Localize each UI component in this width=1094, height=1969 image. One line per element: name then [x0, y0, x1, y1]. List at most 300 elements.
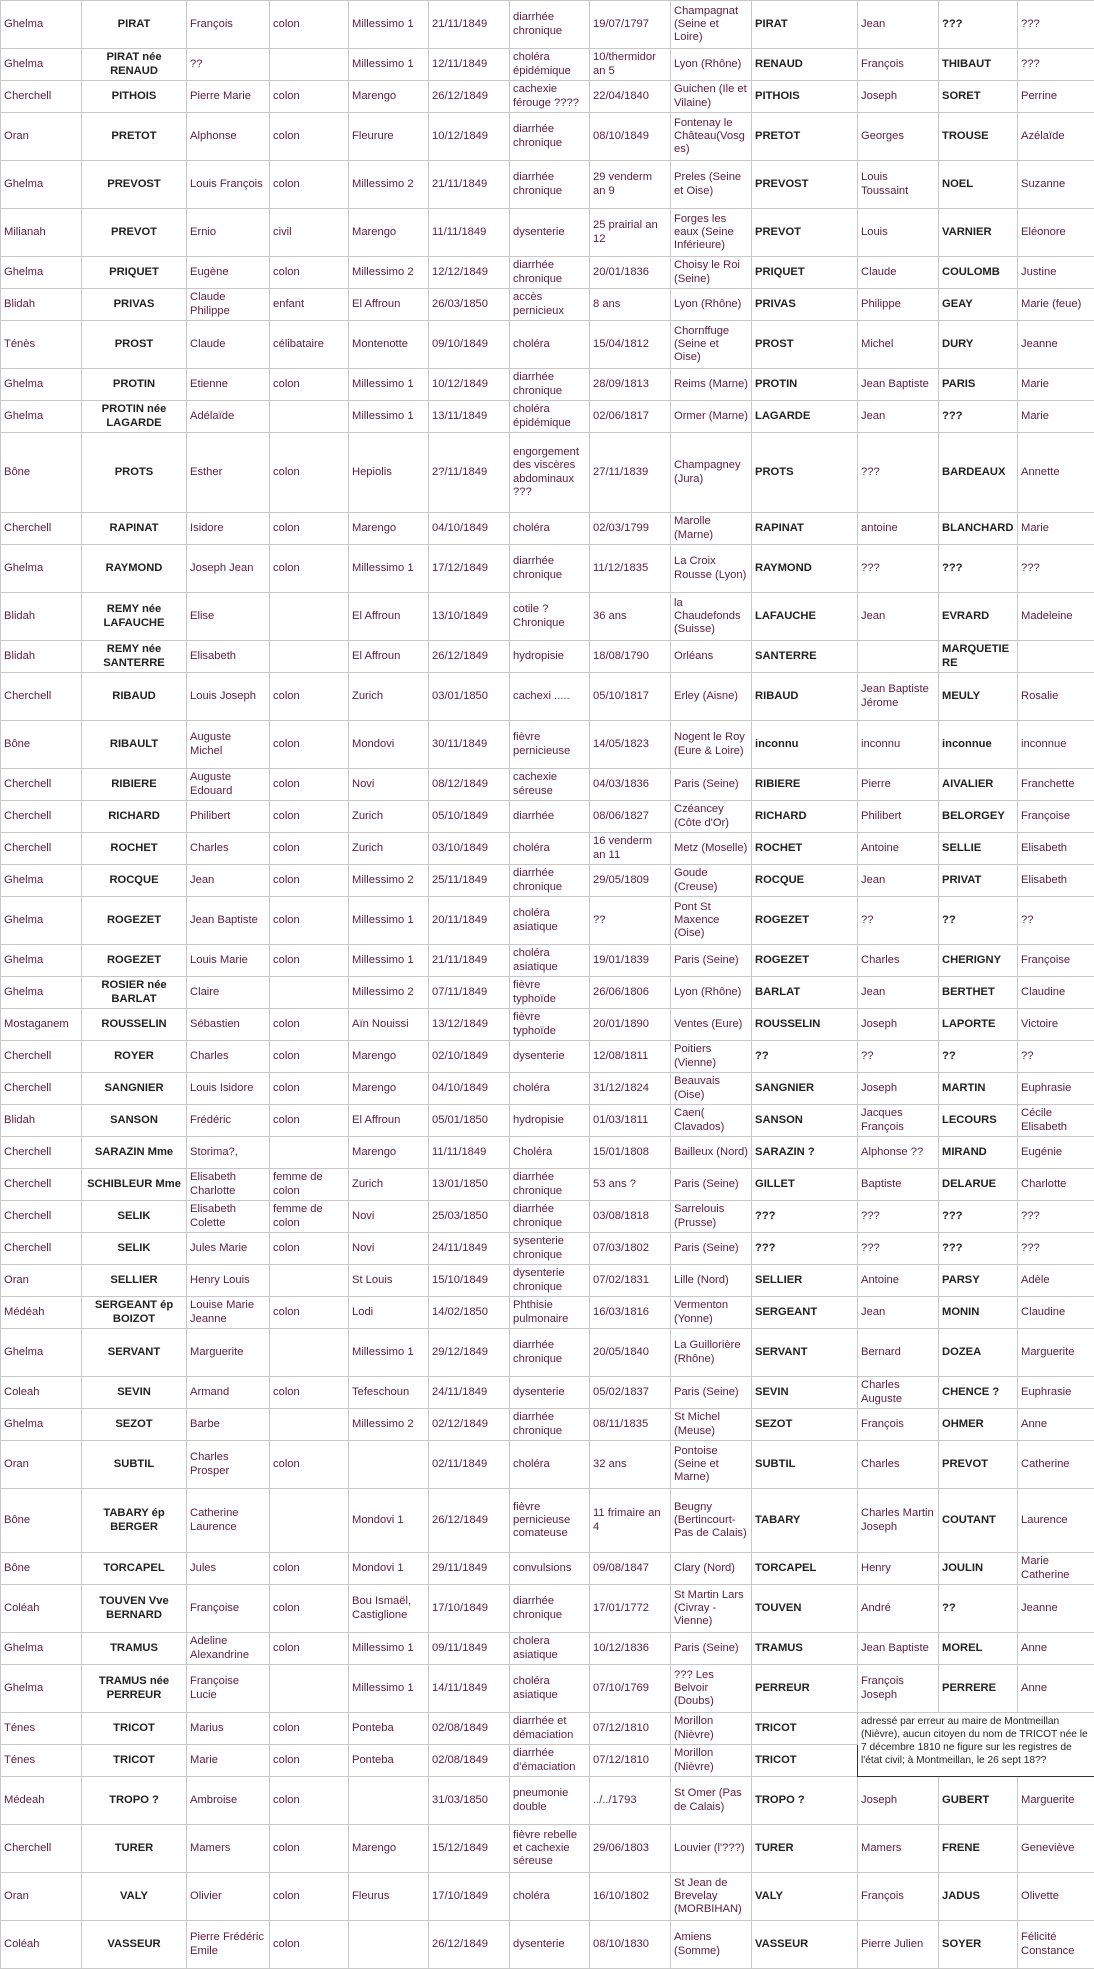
- cell-father-surname: RICHARD: [752, 801, 858, 833]
- cell-surname: SELLIER: [82, 1265, 187, 1297]
- cell-first-name: Marguerite: [187, 1329, 270, 1377]
- cell-mother-name: Eugénie: [1018, 1137, 1094, 1169]
- cell-birthplace: Lille (Nord): [671, 1265, 752, 1297]
- cell-first-name: Louis François: [187, 161, 270, 209]
- cell-death-date: 05/10/1849: [429, 801, 510, 833]
- cell-father-surname: ROGEZET: [752, 897, 858, 945]
- cell-mother-surname: JADUS: [939, 1873, 1018, 1921]
- cell-father-surname: SUBTIL: [752, 1441, 858, 1489]
- cell-birthplace: Lyon (Rhône): [671, 49, 752, 81]
- cell-mother-name: Jeanne: [1018, 1585, 1094, 1633]
- cell-status: colon: [270, 1713, 349, 1745]
- cell-father-name: Joseph: [858, 81, 939, 113]
- cell-status: colon: [270, 513, 349, 545]
- cell-father-surname: RAPINAT: [752, 513, 858, 545]
- cell-mother-name: Eléonore: [1018, 209, 1094, 257]
- cell-status: colon: [270, 545, 349, 593]
- cell-cause: pneumonie double: [510, 1777, 590, 1825]
- cell-death-date: 26/12/1849: [429, 1489, 510, 1553]
- cell-village: Ponteba: [349, 1745, 429, 1777]
- table-row: [1, 1009, 1094, 1041]
- table-row: [1, 1297, 1094, 1329]
- cell-birth-date: 29 venderm an 9: [590, 161, 671, 209]
- cell-birthplace: Louvier (l'???): [671, 1825, 752, 1873]
- cell-death-date: 14/02/1850: [429, 1297, 510, 1329]
- table-row: [1, 1137, 1094, 1169]
- cell-mother-name: Catherine: [1018, 1441, 1094, 1489]
- cell-birth-date: 20/01/1836: [590, 257, 671, 289]
- cell-first-name: Alphonse: [187, 113, 270, 161]
- cell-village: Mondovi 1: [349, 1489, 429, 1553]
- cell-cause: choléra: [510, 321, 590, 369]
- cell-mother-surname: GUBERT: [939, 1777, 1018, 1825]
- cell-birthplace: Sarrelouis (Prusse): [671, 1201, 752, 1233]
- cell-birth-date: 29/05/1809: [590, 865, 671, 897]
- cell-status: [270, 1137, 349, 1169]
- cell-surname: PRETOT: [82, 113, 187, 161]
- cell-commune: Ghelma: [1, 865, 82, 897]
- cell-birth-date: 18/08/1790: [590, 641, 671, 673]
- cell-death-date: 02/12/1849: [429, 1409, 510, 1441]
- cell-mother-surname: MARTIN: [939, 1073, 1018, 1105]
- cell-birthplace: Metz (Moselle): [671, 833, 752, 865]
- cell-birthplace: Paris (Seine): [671, 1169, 752, 1201]
- cell-mother-name: Euphrasie: [1018, 1377, 1094, 1409]
- cell-mother-surname: LAPORTE: [939, 1009, 1018, 1041]
- cell-father-surname: PRIVAS: [752, 289, 858, 321]
- cell-surname: TURER: [82, 1825, 187, 1873]
- cell-status: colon: [270, 833, 349, 865]
- cell-birth-date: 02/06/1817: [590, 401, 671, 433]
- cell-status: [270, 401, 349, 433]
- cell-cause: cotile ? Chronique: [510, 593, 590, 641]
- table-row: [1, 977, 1094, 1009]
- table-row: [1, 1825, 1094, 1873]
- cell-mother-name: ???: [1018, 1233, 1094, 1265]
- cell-birthplace: Ormer (Marne): [671, 401, 752, 433]
- cell-commune: Ghelma: [1, 1665, 82, 1713]
- cell-death-date: 21/11/1849: [429, 945, 510, 977]
- cell-surname: ROSIER née BARLAT: [82, 977, 187, 1009]
- cell-death-date: 21/11/1849: [429, 161, 510, 209]
- cell-birth-date: 01/03/1811: [590, 1105, 671, 1137]
- cell-birth-date: 16 venderm an 11: [590, 833, 671, 865]
- cell-birth-date: 28/09/1813: [590, 369, 671, 401]
- cell-birth-date: 17/01/1772: [590, 1585, 671, 1633]
- cell-status: colon: [270, 721, 349, 769]
- cell-first-name: Charles: [187, 833, 270, 865]
- cell-father-surname: PREVOST: [752, 161, 858, 209]
- cell-cause: choléra: [510, 1441, 590, 1489]
- cell-mother-name: Anne: [1018, 1633, 1094, 1665]
- table-row: [1, 49, 1094, 81]
- cell-mother-name: Franchette: [1018, 769, 1094, 801]
- cell-death-date: 05/01/1850: [429, 1105, 510, 1137]
- cell-status: colon: [270, 1377, 349, 1409]
- cell-village: Marengo: [349, 1073, 429, 1105]
- table-row: [1, 769, 1094, 801]
- cell-village: [349, 1441, 429, 1489]
- cell-mother-surname: ???: [939, 1, 1018, 49]
- cell-surname: RIBIERE: [82, 769, 187, 801]
- cell-death-date: 29/11/1849: [429, 1553, 510, 1585]
- cell-mother-name: Elisabeth: [1018, 833, 1094, 865]
- cell-village: Fleurure: [349, 113, 429, 161]
- table-row: [1, 1441, 1094, 1489]
- cell-father-name: Antoine: [858, 833, 939, 865]
- cell-mother-surname: inconnue: [939, 721, 1018, 769]
- cell-surname: TRAMUS: [82, 1633, 187, 1665]
- cell-first-name: Jean Baptiste: [187, 897, 270, 945]
- cell-father-name: ??: [858, 1041, 939, 1073]
- table-row: [1, 1, 1094, 49]
- cell-status: colon: [270, 1105, 349, 1137]
- cell-birthplace: La Guillorière (Rhône): [671, 1329, 752, 1377]
- cell-village: Zurich: [349, 1169, 429, 1201]
- cell-mother-name: Claudine: [1018, 1297, 1094, 1329]
- cell-birthplace: Poitiers (Vienne): [671, 1041, 752, 1073]
- cell-mother-surname: DOZEA: [939, 1329, 1018, 1377]
- cell-surname: ROGEZET: [82, 897, 187, 945]
- cell-birth-date: 08/06/1827: [590, 801, 671, 833]
- table-row: [1, 1265, 1094, 1297]
- cell-first-name: Auguste Michel: [187, 721, 270, 769]
- cell-father-surname: VASSEUR: [752, 1921, 858, 1969]
- cell-cause: fièvre typhoïde: [510, 1009, 590, 1041]
- cell-commune: Bône: [1, 1553, 82, 1585]
- cell-status: colon: [270, 1, 349, 49]
- cell-cause: accès pernicieux: [510, 289, 590, 321]
- cell-father-name: Jean: [858, 977, 939, 1009]
- table-row: [1, 1169, 1094, 1201]
- cell-birthplace: Preles (Seine et Oise): [671, 161, 752, 209]
- cell-mother-surname: SORET: [939, 81, 1018, 113]
- cell-first-name: Philibert: [187, 801, 270, 833]
- cell-father-name: François: [858, 1873, 939, 1921]
- cell-birth-date: 29/06/1803: [590, 1825, 671, 1873]
- table-row: [1, 945, 1094, 977]
- cell-cause: choléra épidémique: [510, 401, 590, 433]
- cell-status: [270, 1489, 349, 1553]
- cell-father-name: Philippe: [858, 289, 939, 321]
- cell-cause: sysenterie chronique: [510, 1233, 590, 1265]
- cell-surname: PREVOST: [82, 161, 187, 209]
- cell-mother-surname: ??: [939, 897, 1018, 945]
- cell-birthplace: Marolle (Marne): [671, 513, 752, 545]
- cell-cause: diarrhée chronique: [510, 113, 590, 161]
- cell-father-name: Antoine: [858, 1265, 939, 1297]
- cell-father-name: Louis: [858, 209, 939, 257]
- cell-birthplace: St Martin Lars (Civray - Vienne): [671, 1585, 752, 1633]
- cell-mother-name: Cécile Elisabeth: [1018, 1105, 1094, 1137]
- cell-status: colon: [270, 1921, 349, 1969]
- cell-father-name: ???: [858, 433, 939, 513]
- cell-first-name: Isidore: [187, 513, 270, 545]
- cell-father-surname: LAGARDE: [752, 401, 858, 433]
- cell-commune: Cherchell: [1, 833, 82, 865]
- cell-status: colon: [270, 769, 349, 801]
- cell-mother-name: Marguerite: [1018, 1329, 1094, 1377]
- cell-mother-surname: PARIS: [939, 369, 1018, 401]
- cell-father-surname: ROCHET: [752, 833, 858, 865]
- cell-village: Bou Ismaël, Castiglione: [349, 1585, 429, 1633]
- cell-cause: hydropisie: [510, 641, 590, 673]
- cell-commune: Ghelma: [1, 1633, 82, 1665]
- cell-father-name: Jean: [858, 401, 939, 433]
- cell-mother-surname: OHMER: [939, 1409, 1018, 1441]
- cell-father-surname: PROTIN: [752, 369, 858, 401]
- cell-father-name: François: [858, 49, 939, 81]
- cell-father-surname: SERVANT: [752, 1329, 858, 1377]
- cell-village: St Louis: [349, 1265, 429, 1297]
- cell-mother-surname: DURY: [939, 321, 1018, 369]
- cell-father-surname: TRAMUS: [752, 1633, 858, 1665]
- cell-commune: Oran: [1, 1265, 82, 1297]
- cell-father-surname: PROTS: [752, 433, 858, 513]
- cell-status: [270, 1329, 349, 1377]
- cell-birthplace: Vermenton (Yonne): [671, 1297, 752, 1329]
- cell-birth-date: 27/11/1839: [590, 433, 671, 513]
- cell-death-date: 11/11/1849: [429, 209, 510, 257]
- cell-birth-date: 07/12/1810: [590, 1745, 671, 1777]
- cell-father-surname: TORCAPEL: [752, 1553, 858, 1585]
- table-row: [1, 1409, 1094, 1441]
- cell-village: Millessimo 1: [349, 1665, 429, 1713]
- cell-commune: Oran: [1, 113, 82, 161]
- cell-village: Millessimo 1: [349, 545, 429, 593]
- cell-mother-name: ???: [1018, 1, 1094, 49]
- cell-surname: REMY née LAFAUCHE: [82, 593, 187, 641]
- table-row: [1, 1201, 1094, 1233]
- cell-mother-surname: MONIN: [939, 1297, 1018, 1329]
- cell-status: [270, 49, 349, 81]
- cell-cause: engorgement des viscères abdominaux ???: [510, 433, 590, 513]
- cell-mother-surname: GEAY: [939, 289, 1018, 321]
- cell-first-name: Etienne: [187, 369, 270, 401]
- cell-village: Marengo: [349, 1825, 429, 1873]
- cell-mother-surname: EVRARD: [939, 593, 1018, 641]
- cell-village: Millessimo 2: [349, 257, 429, 289]
- cell-birthplace: Orléans: [671, 641, 752, 673]
- cell-village: El Affroun: [349, 1105, 429, 1137]
- cell-mother-name: Rosalie: [1018, 673, 1094, 721]
- cell-surname: SEVIN: [82, 1377, 187, 1409]
- cell-status: colon: [270, 1745, 349, 1777]
- cell-birth-date: 31/12/1824: [590, 1073, 671, 1105]
- cell-mother-surname: PARSY: [939, 1265, 1018, 1297]
- cell-village: [349, 1777, 429, 1825]
- cell-death-date: 04/10/1849: [429, 1073, 510, 1105]
- cell-commune: Cherchell: [1, 1073, 82, 1105]
- cell-mother-surname: ???: [939, 545, 1018, 593]
- cell-commune: Cherchell: [1, 1041, 82, 1073]
- cell-first-name: Catherine Laurence: [187, 1489, 270, 1553]
- cell-village: Novi: [349, 1233, 429, 1265]
- cell-mother-name: ??: [1018, 897, 1094, 945]
- cell-cause: diarrhée chronique: [510, 1201, 590, 1233]
- cell-cause: dysenterie: [510, 1377, 590, 1409]
- cell-commune: Cherchell: [1, 1233, 82, 1265]
- cell-first-name: Barbe: [187, 1409, 270, 1441]
- cell-death-date: 13/01/1850: [429, 1169, 510, 1201]
- cell-cause: Phthisie pulmonaire: [510, 1297, 590, 1329]
- cell-mother-name: Marie: [1018, 369, 1094, 401]
- cell-surname: REMY née SANTERRE: [82, 641, 187, 673]
- cell-birth-date: 20/01/1890: [590, 1009, 671, 1041]
- cell-father-surname: SEZOT: [752, 1409, 858, 1441]
- cell-father-surname: SANTERRE: [752, 641, 858, 673]
- cell-village: El Affroun: [349, 641, 429, 673]
- cell-father-surname: VALY: [752, 1873, 858, 1921]
- cell-mother-surname: CHERIGNY: [939, 945, 1018, 977]
- cell-commune: Blidah: [1, 289, 82, 321]
- cell-first-name: Louis Joseph: [187, 673, 270, 721]
- cell-birth-date: 26/06/1806: [590, 977, 671, 1009]
- cell-father-surname: SEVIN: [752, 1377, 858, 1409]
- cell-commune: Coléah: [1, 1921, 82, 1969]
- cell-mother-surname: MEULY: [939, 673, 1018, 721]
- cell-death-date: 04/10/1849: [429, 513, 510, 545]
- table-row: [1, 1553, 1094, 1585]
- cell-father-surname: SANSON: [752, 1105, 858, 1137]
- cell-mother-surname: ??: [939, 1041, 1018, 1073]
- cell-father-surname: TRICOT: [752, 1713, 858, 1745]
- cell-father-name: Claude: [858, 257, 939, 289]
- cell-father-surname: BARLAT: [752, 977, 858, 1009]
- cell-status: colon: [270, 257, 349, 289]
- cell-village: [349, 1921, 429, 1969]
- cell-death-date: 02/10/1849: [429, 1041, 510, 1073]
- cell-first-name: Claude: [187, 321, 270, 369]
- cell-status: [270, 1265, 349, 1297]
- cell-birthplace: Czéancey (Côte d'Or): [671, 801, 752, 833]
- cell-death-date: 02/08/1849: [429, 1713, 510, 1745]
- cell-commune: Ghelma: [1, 161, 82, 209]
- cell-father-surname: RAYMOND: [752, 545, 858, 593]
- table-row: [1, 801, 1094, 833]
- cell-cause: diarrhée chronique: [510, 1169, 590, 1201]
- cell-cause: choléra: [510, 513, 590, 545]
- cell-death-date: 30/11/1849: [429, 721, 510, 769]
- cell-cause: cachexi .....: [510, 673, 590, 721]
- cell-surname: SERVANT: [82, 1329, 187, 1377]
- cell-first-name: François: [187, 1, 270, 49]
- cell-surname: SELIK: [82, 1201, 187, 1233]
- cell-birthplace: Paris (Seine): [671, 1633, 752, 1665]
- cell-surname: PITHOIS: [82, 81, 187, 113]
- cell-birthplace: Chornffuge (Seine et Oise): [671, 321, 752, 369]
- cell-cause: dysenterie: [510, 1041, 590, 1073]
- cell-first-name: Charles Prosper: [187, 1441, 270, 1489]
- cell-status: [270, 977, 349, 1009]
- table-row: [1, 1777, 1094, 1825]
- cell-first-name: Storima?,: [187, 1137, 270, 1169]
- cell-surname: SUBTIL: [82, 1441, 187, 1489]
- cell-commune: Cherchell: [1, 1137, 82, 1169]
- cell-status: colon: [270, 1073, 349, 1105]
- cell-cause: convulsions: [510, 1553, 590, 1585]
- cell-father-name: Louis Toussaint: [858, 161, 939, 209]
- cell-father-surname: RIBAUD: [752, 673, 858, 721]
- cell-first-name: Mamers: [187, 1825, 270, 1873]
- cell-birthplace: Beauvais (Oise): [671, 1073, 752, 1105]
- cell-cause: diarrhée et démaciation: [510, 1713, 590, 1745]
- cell-mother-name: Elisabeth: [1018, 865, 1094, 897]
- cell-cause: choléra asiatique: [510, 897, 590, 945]
- cell-mother-name: Adèle: [1018, 1265, 1094, 1297]
- cell-father-surname: PIRAT: [752, 1, 858, 49]
- cell-mother-surname: CHENCE ?: [939, 1377, 1018, 1409]
- cell-village: Millessimo 1: [349, 369, 429, 401]
- cell-surname: SARAZIN Mme: [82, 1137, 187, 1169]
- cell-birthplace: Paris (Seine): [671, 1377, 752, 1409]
- cell-death-date: 21/11/1849: [429, 1, 510, 49]
- cell-death-date: 25/03/1850: [429, 1201, 510, 1233]
- cell-cause: diarrhée chronique: [510, 1, 590, 49]
- cell-mother-surname: DELARUE: [939, 1169, 1018, 1201]
- cell-birthplace: Clary (Nord): [671, 1553, 752, 1585]
- table-row: [1, 1329, 1094, 1377]
- cell-surname: TOUVEN Vve BERNARD: [82, 1585, 187, 1633]
- cell-father-name: Charles: [858, 1441, 939, 1489]
- cell-village: Marengo: [349, 1137, 429, 1169]
- cell-mother-surname: MARQUETIERE: [939, 641, 1018, 673]
- cell-birth-date: 05/10/1817: [590, 673, 671, 721]
- cell-father-surname: ???: [752, 1201, 858, 1233]
- cell-birth-date: 36 ans: [590, 593, 671, 641]
- cell-mother-surname: MIRAND: [939, 1137, 1018, 1169]
- cell-commune: Ghelma: [1, 945, 82, 977]
- cell-mother-surname: BERTHET: [939, 977, 1018, 1009]
- cell-father-name: André: [858, 1585, 939, 1633]
- cell-village: Marengo: [349, 1041, 429, 1073]
- cell-mother-name: Annette: [1018, 433, 1094, 513]
- cell-mother-name: Victoire: [1018, 1009, 1094, 1041]
- cell-birthplace: Fontenay le Château(Vosges): [671, 113, 752, 161]
- table-row: [1, 593, 1094, 641]
- cell-village: Millessimo 1: [349, 401, 429, 433]
- cell-birthplace: Amiens (Somme): [671, 1921, 752, 1969]
- cell-father-surname: PRETOT: [752, 113, 858, 161]
- cell-surname: PROTS: [82, 433, 187, 513]
- cell-father-surname: TABARY: [752, 1489, 858, 1553]
- cell-death-date: 29/12/1849: [429, 1329, 510, 1377]
- cell-father-surname: TOUVEN: [752, 1585, 858, 1633]
- cell-father-name: François: [858, 1409, 939, 1441]
- cell-death-date: 07/11/1849: [429, 977, 510, 1009]
- cell-mother-name: Marie: [1018, 401, 1094, 433]
- cell-commune: Bône: [1, 1489, 82, 1553]
- cell-cause: choléra asiatique: [510, 945, 590, 977]
- cell-first-name: Ambroise: [187, 1777, 270, 1825]
- cell-surname: TABARY ép BERGER: [82, 1489, 187, 1553]
- cell-birth-date: 08/10/1849: [590, 113, 671, 161]
- cell-birthplace: Champagnat (Seine et Loire): [671, 1, 752, 49]
- cell-status: colon: [270, 1297, 349, 1329]
- cell-death-date: 25/11/1849: [429, 865, 510, 897]
- cell-first-name: Sébastien: [187, 1009, 270, 1041]
- cell-mother-surname: PREVOT: [939, 1441, 1018, 1489]
- cell-mother-name: Marie: [1018, 513, 1094, 545]
- cell-commune: Ghelma: [1, 1409, 82, 1441]
- cell-status: colon: [270, 161, 349, 209]
- cell-first-name: Frédéric: [187, 1105, 270, 1137]
- cell-mother-surname: COULOMB: [939, 257, 1018, 289]
- cell-surname: RAPINAT: [82, 513, 187, 545]
- cell-first-name: Jean: [187, 865, 270, 897]
- cell-father-surname: SARAZIN ?: [752, 1137, 858, 1169]
- cell-birth-date: 02/03/1799: [590, 513, 671, 545]
